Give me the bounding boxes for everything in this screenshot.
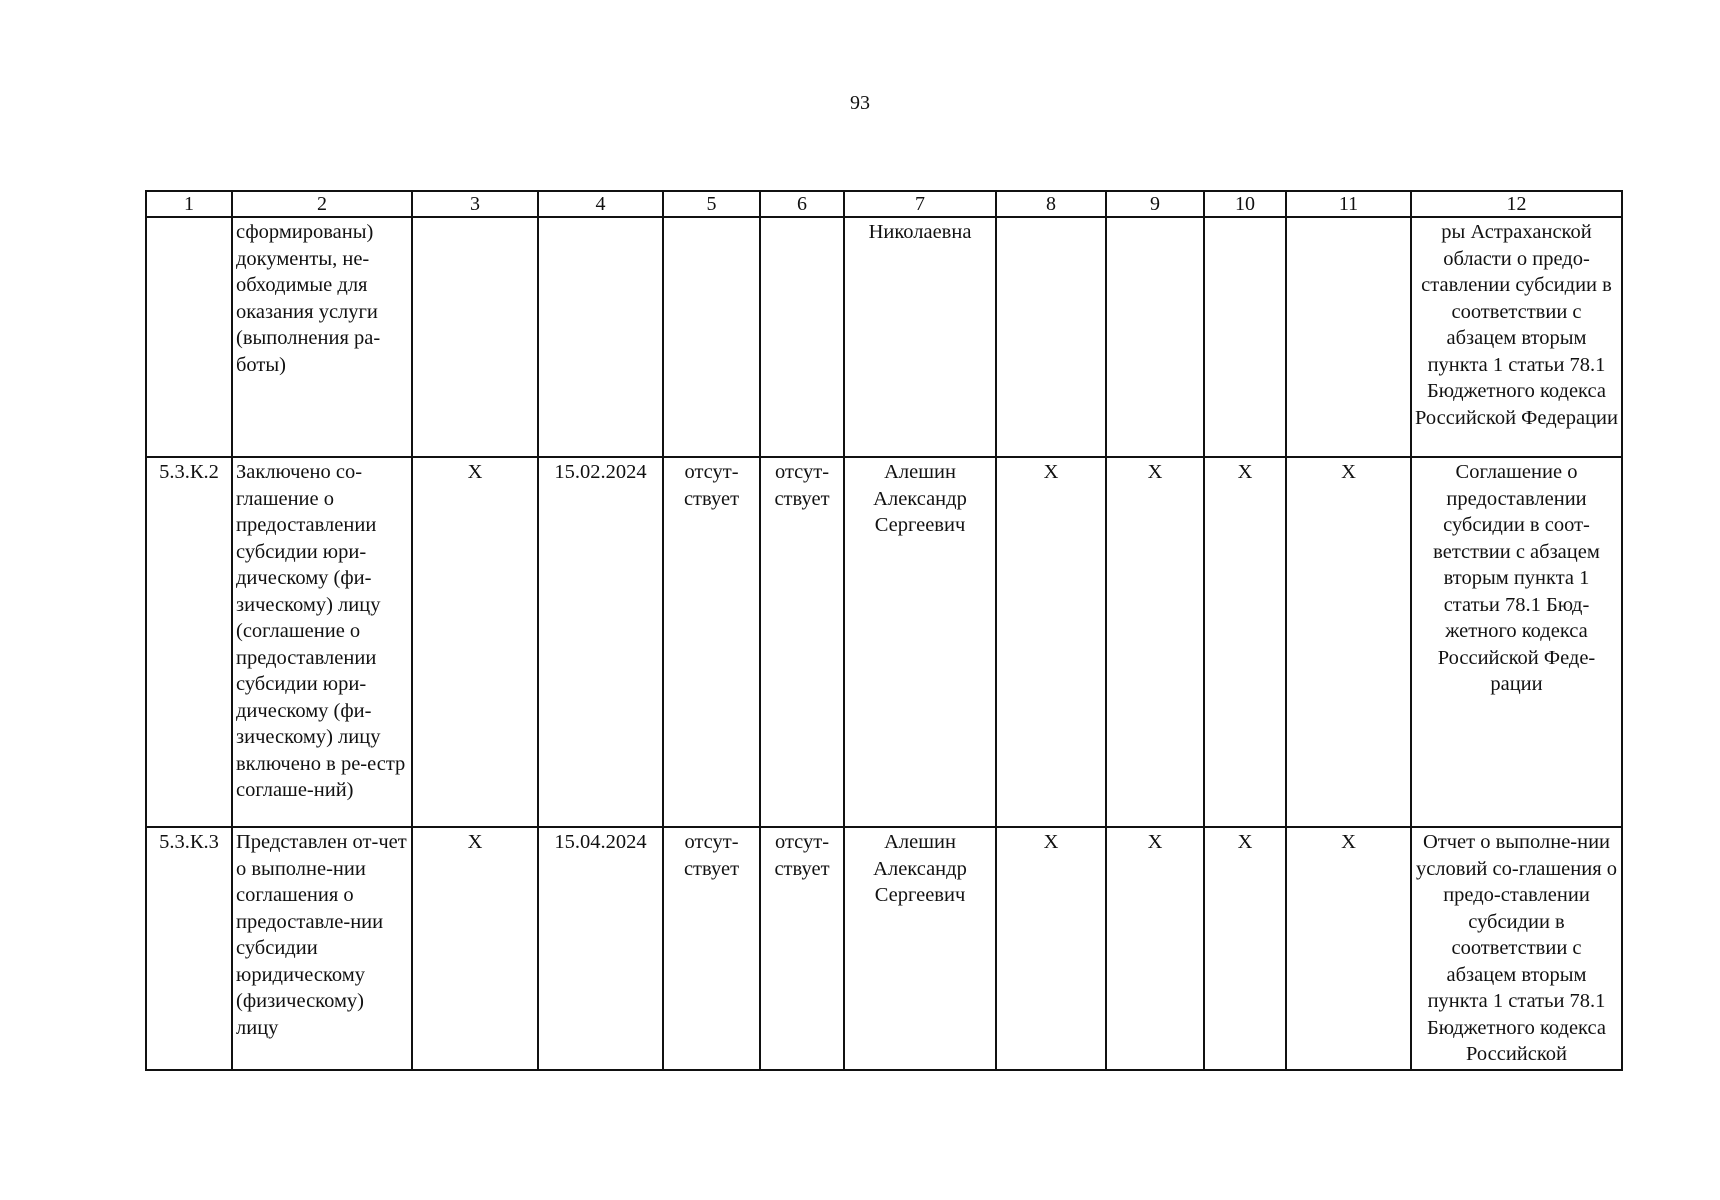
row-id-cell xyxy=(146,217,232,457)
document-cell: ры Астраханской области о предо-ставлении субсидии в соответствии с абзацем вторым пункта 1 статьи 78.1 Бюджетного кодекса Российской Федерации xyxy=(1411,217,1622,457)
table-cell: X xyxy=(412,827,538,1070)
table-cell: X xyxy=(1106,827,1204,1070)
table-cell: отсут-ствует xyxy=(760,457,844,827)
column-header: 11 xyxy=(1286,191,1411,217)
date-cell: 15.04.2024 xyxy=(538,827,663,1070)
table-cell xyxy=(1106,217,1204,457)
table-row xyxy=(146,457,1622,827)
column-header: 1 xyxy=(146,191,232,217)
table-cell: X xyxy=(996,457,1106,827)
event-description-cell: сформированы) документы, не-обходимые для оказания услуги (выполнения ра-боты) xyxy=(232,217,412,457)
row-id-cell: 5.3.К.3 xyxy=(146,827,232,1070)
column-header: 12 xyxy=(1411,191,1622,217)
column-header: 3 xyxy=(412,191,538,217)
table-row xyxy=(146,827,1622,1070)
table-cell xyxy=(1286,217,1411,457)
table-cell xyxy=(1204,217,1286,457)
column-header: 10 xyxy=(1204,191,1286,217)
table-row xyxy=(146,217,1622,457)
table-cell: отсут-ствует xyxy=(760,827,844,1070)
responsible-person-cell: Николаевна xyxy=(844,217,996,457)
table-cell: отсут-ствует xyxy=(663,457,760,827)
column-header: 6 xyxy=(760,191,844,217)
column-header: 8 xyxy=(996,191,1106,217)
table-cell xyxy=(996,217,1106,457)
event-description-cell: Заключено со-глашение о предоставлении субсидии юри-дическому (фи-зическому) лицу (соглашение о предоставлении субсидии юри-дическому (фи-зическому) лицу включено в ре-естр соглаше-ний) xyxy=(232,457,412,827)
document-cell: Отчет о выполне-нии условий со-глашения о предо-ставлении субсидии в соответствии с абзацем вторым пункта 1 статьи 78.1 Бюджетного кодекса Российской xyxy=(1411,827,1622,1070)
table-cell: X xyxy=(1204,827,1286,1070)
responsible-person-cell: Алешин Александр Сергеевич xyxy=(844,827,996,1070)
table-cell: X xyxy=(996,827,1106,1070)
table-cell: X xyxy=(1286,457,1411,827)
column-header: 2 xyxy=(232,191,412,217)
table-cell xyxy=(760,217,844,457)
column-header: 5 xyxy=(663,191,760,217)
responsible-person-cell: Алешин Александр Сергеевич xyxy=(844,457,996,827)
document-cell: Соглашение о предоставлении субсидии в соот-ветствии с абзацем вторым пункта 1 статьи 78.1 Бюд-жетного кодекса Российской Феде-рации xyxy=(1411,457,1622,827)
event-description-cell: Представлен от-чет о выполне-нии соглашения о предоставле-нии субсидии юридическому (физическому) лицу xyxy=(232,827,412,1070)
table-cell xyxy=(412,217,538,457)
table-cell: X xyxy=(1106,457,1204,827)
table-cell: X xyxy=(1286,827,1411,1070)
table-cell: X xyxy=(1204,457,1286,827)
table-cell: отсут-ствует xyxy=(663,827,760,1070)
table-cell xyxy=(663,217,760,457)
date-cell: 15.02.2024 xyxy=(538,457,663,827)
row-id-cell: 5.3.К.2 xyxy=(146,457,232,827)
header-row xyxy=(146,191,1622,217)
page-number: 93 xyxy=(850,92,870,114)
table-cell: X xyxy=(412,457,538,827)
registry-table xyxy=(145,190,1623,1071)
column-header: 7 xyxy=(844,191,996,217)
column-header: 9 xyxy=(1106,191,1204,217)
date-cell xyxy=(538,217,663,457)
column-header: 4 xyxy=(538,191,663,217)
